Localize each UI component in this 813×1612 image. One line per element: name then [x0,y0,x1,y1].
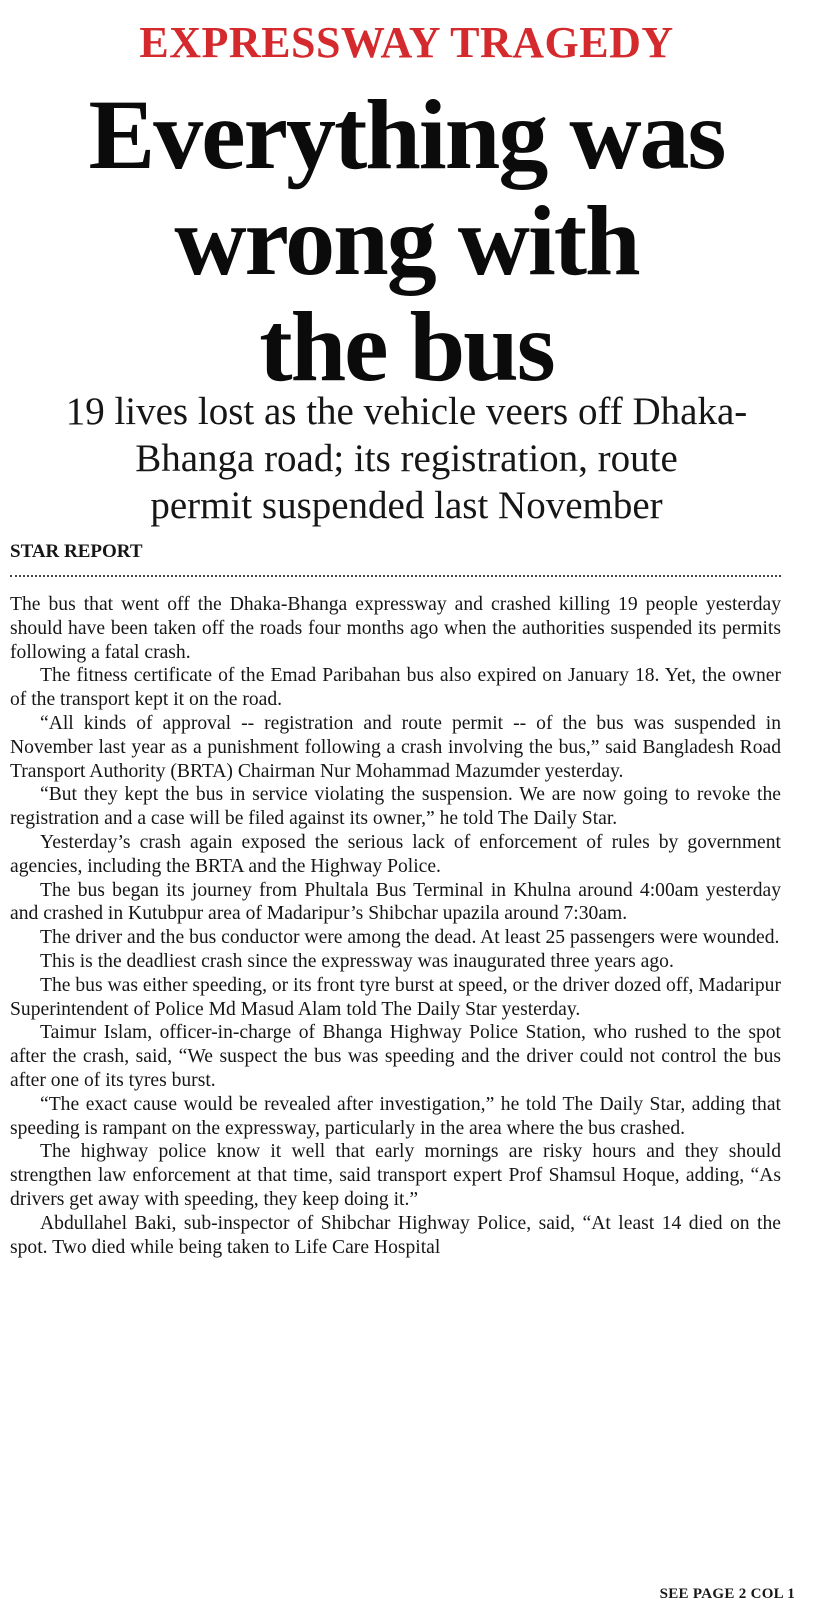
headline [0,79,813,402]
paragraph: This is the deadliest crash since the expressway was inaugurated three years ago. [40,950,674,972]
paragraph: “All kinds of approval -- registration and route permit -- of the bus was suspended in November last year as a punishment following a crash involving the bus,” said Bangladesh Road Transport Authority (BRTA) Chairman Nur Mohammad Mazumder yesterday. [10,712,781,782]
paragraph: The bus was either speeding, or its front tyre burst at speed, or the driver dozed off, Madaripur Superintendent of Police Md Masud Alam told The Daily Star yesterday. [10,974,781,1020]
dotted-divider [10,575,781,577]
byline: STAR REPORT [10,541,143,562]
paragraph: The bus began its journey from Phultala Bus Terminal in Khulna around 4:00am yesterday and crashed in Kutubpur area of Madaripur’s Shibchar upazila around 7:30am. [10,879,781,925]
deck [0,388,813,529]
paragraph: “But they kept the bus in service violating the suspension. We are now going to revoke the registration and a case will be filed against its owner,” he told The Daily Star. [10,784,781,830]
headline-line: wrong with [174,185,639,296]
article-body [10,593,781,1259]
deck-line: permit suspended last November [150,484,663,527]
paragraph: The bus that went off the Dhaka-Bhanga expressway and crashed killing 19 people yesterday should have been taken off the roads four months ago when the authorities suspended its permits following a fatal crash. [10,594,781,663]
paragraph: The fitness certificate of the Emad Paribahan bus also expired on January 18. Yet, the owner of the transport kept it on the road. [10,665,781,711]
paragraph: Yesterday’s crash again exposed the serious lack of enforcement of rules by government agencies, including the BRTA and the Highway Police. [10,831,781,877]
kicker: EXPRESSWAY TRAGEDY [139,18,674,67]
continuation-jump-line[interactable]: SEE PAGE 2 COL 1 [659,1586,795,1602]
headline-line: Everything was [88,79,725,190]
headline-line: the bus [259,291,554,402]
paragraph: Abdullahel Baki, sub-inspector of Shibchar Highway Police, said, “At least 14 died on the spot. Two died while being taken to Life Care Hospital [10,1212,781,1258]
paragraph: The highway police know it well that early mornings are risky hours and they should strengthen law enforcement at that time, said transport expert Prof Shamsul Hoque, adding, “As drivers get away with speeding, they keep doing it.” [10,1141,781,1210]
deck-line: 19 lives lost as the vehicle veers off Dhaka- [65,390,748,433]
paragraph: The driver and the bus conductor were among the dead. At least 25 passengers were wounded. [40,927,780,949]
deck-line: Bhanga road; its registration, route [135,437,678,480]
paragraph: “The exact cause would be revealed after investigation,” he told The Daily Star, adding that speeding is rampant on the expressway, particularly in the area where the bus crashed. [10,1093,781,1139]
paragraph: Taimur Islam, officer-in-charge of Bhanga Highway Police Station, who rushed to the spot after the crash, said, “We suspect the bus was speeding and the driver could not control the bus after one of its tyres burst. [10,1022,781,1091]
